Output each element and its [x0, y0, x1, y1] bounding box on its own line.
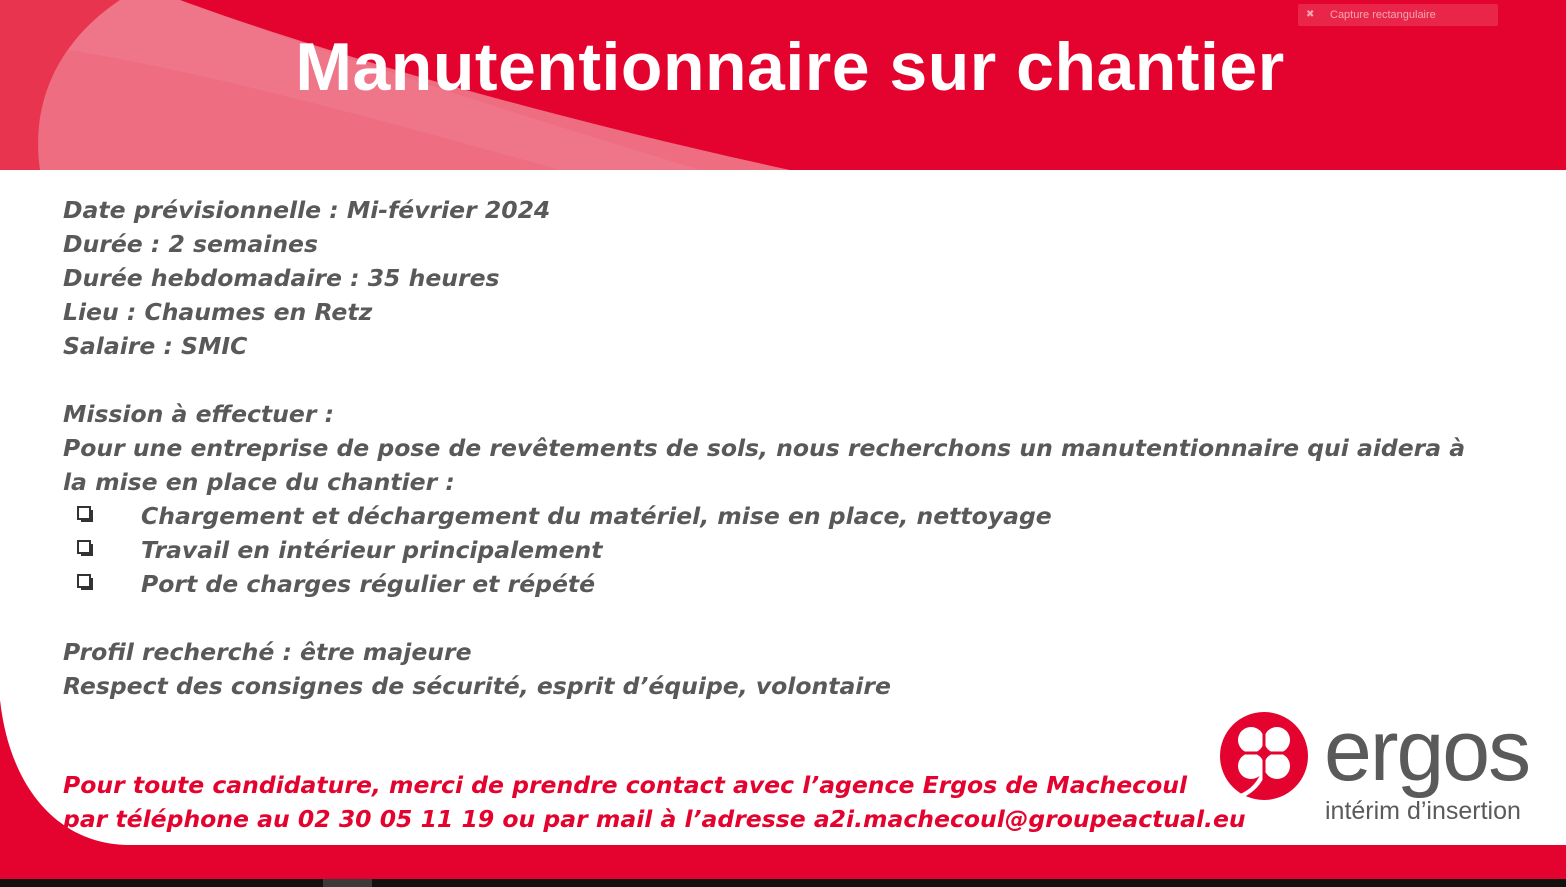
checkbox-icon	[77, 574, 93, 590]
logo-tagline: intérim d’insertion	[1325, 797, 1521, 825]
capture-rectangulaire-button[interactable]	[1298, 4, 1498, 26]
task-text: Port de charges régulier et répété	[141, 570, 596, 598]
task-item	[63, 567, 1503, 601]
spacer	[63, 363, 1503, 397]
taskbar-tab[interactable]	[323, 879, 372, 887]
ergos-logo	[1218, 703, 1538, 832]
detail-weekly-hours: Durée hebdomadaire : 35 heures	[63, 264, 500, 292]
detail-location: Lieu : Chaumes en Retz	[63, 298, 373, 326]
detail-date: Date prévisionnelle : Mi-février 2024	[63, 196, 551, 224]
task-text: Chargement et déchargement du matériel, mise en place, nettoyage	[141, 502, 1052, 530]
logo-wordmark: ergos	[1324, 703, 1530, 799]
detail-duration: Durée : 2 semaines	[63, 230, 318, 258]
profile-line: Profil recherché : être majeure	[63, 638, 472, 666]
spacer	[63, 601, 1503, 635]
page-title: Manutentionnaire sur chantier	[295, 29, 1285, 105]
contact-line-agency: Pour toute candidature, merci de prendre contact avec l’agence Ergos de Machecoul	[63, 771, 1188, 799]
detail-salary: Salaire : SMIC	[63, 332, 248, 360]
taskbar-strip	[0, 879, 1566, 887]
task-item	[63, 533, 1503, 567]
clover-icon	[1218, 710, 1310, 802]
job-details	[63, 193, 1503, 703]
checkbox-icon	[77, 540, 93, 556]
mission-description: Pour une entreprise de pose de revêtements de sols, nous recherchons un manutentionnaire qui aidera à la mise en place du chantier :	[63, 434, 1466, 496]
task-item	[63, 499, 1503, 533]
task-text: Travail en intérieur principalement	[141, 536, 603, 564]
checkbox-icon	[77, 506, 93, 522]
profile-qualities: Respect des consignes de sécurité, esprit d’équipe, volontaire	[63, 672, 891, 700]
close-icon[interactable]: ✖	[1306, 9, 1315, 20]
contact-info	[63, 768, 1246, 836]
capture-label: Capture rectangulaire	[1330, 9, 1436, 21]
mission-heading: Mission à effectuer :	[63, 400, 335, 428]
contact-line-phone-email: par téléphone au 02 30 05 11 19 ou par mail à l’adresse a2i.machecoul@groupeactual.eu	[63, 805, 1246, 833]
